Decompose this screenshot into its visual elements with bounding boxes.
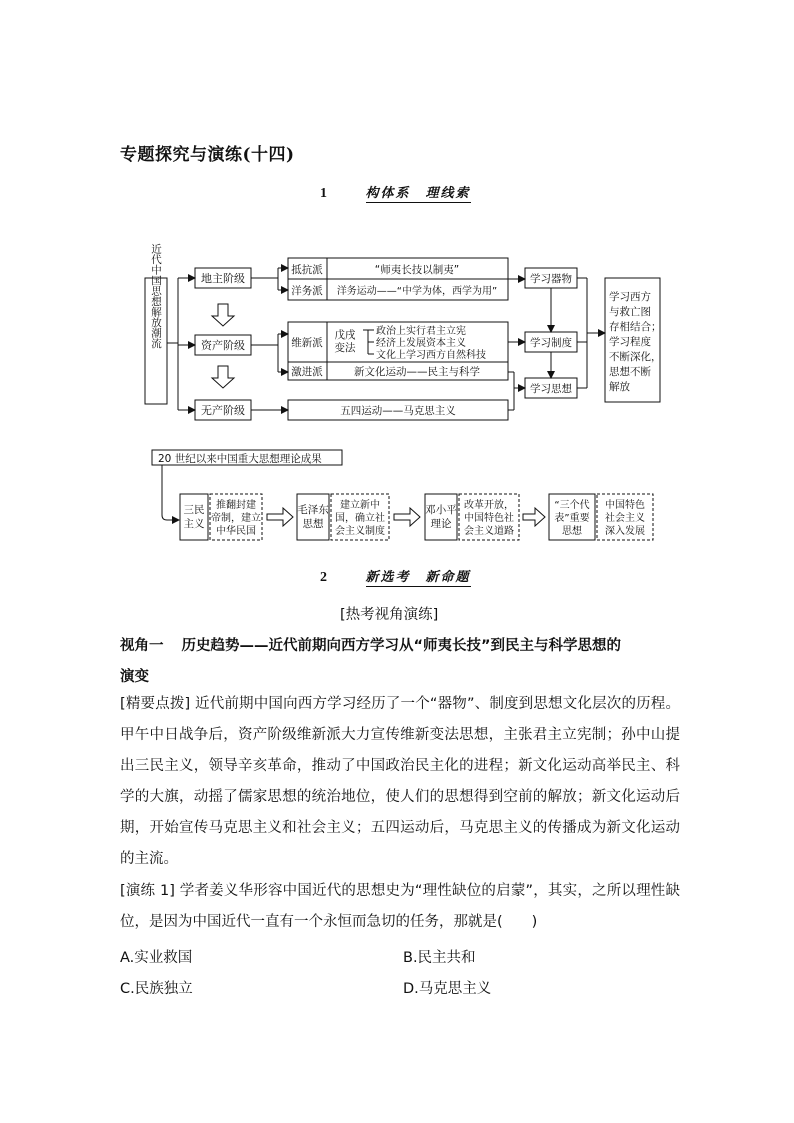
item-3-desc: 中国特色社 bbox=[464, 513, 514, 524]
item-3-name: 邓小平 bbox=[425, 504, 457, 516]
item-1-name: 主义 bbox=[183, 518, 205, 530]
class-bourgeois: 资产阶级 bbox=[201, 339, 245, 352]
conclusion-line: 学习西方 bbox=[609, 291, 651, 303]
angle-1-title-line-1 bbox=[120, 634, 621, 655]
item-3-desc: 会主义道路 bbox=[464, 526, 514, 537]
item-1-desc: 推翻封建 bbox=[216, 500, 256, 511]
option-d[interactable]: D.马克思主义 bbox=[403, 981, 492, 997]
class-landlord: 地主阶级 bbox=[201, 272, 245, 285]
thought-liberation-diagram bbox=[140, 243, 665, 417]
item-4-desc: 中国特色 bbox=[605, 500, 645, 511]
option-a[interactable]: A.实业救国 bbox=[120, 950, 193, 966]
item-4-desc: 社会主义 bbox=[605, 513, 645, 524]
item-4-name: 表”重要 bbox=[554, 513, 590, 524]
exercise-label: [演练 1] bbox=[120, 883, 175, 899]
option-b[interactable]: B.民主共和 bbox=[403, 950, 476, 966]
item-3-name: 理论 bbox=[430, 518, 452, 530]
exercise-text: 学者姜义华形容中国近代的思想史为“理性缺位的启蒙”，其实，之所以理性缺位，是因为中国近代一直有一个永恒而急切的任务，那就是( ) bbox=[120, 883, 681, 930]
section-2-title: 新选考 新命题 bbox=[365, 570, 471, 585]
reform-tag-2: 变法 bbox=[334, 342, 356, 354]
key-points-paragraph bbox=[120, 689, 680, 875]
idea-resist: “师夷长技以制夷” bbox=[374, 264, 460, 276]
key-points-text: 近代前期中国向西方学习经历了一个“器物”、制度到思想文化层次的历程。甲午中日战争后，资产阶级维新派大力宣传维新变法思想，主张君主立宪制；孙中山提出三民主义，领导辛亥革命，推动了中国政治民主化的进程；新文化运动高举民主、科学的大旗，动摇了儒家思想的统治地位，使人们的思想得到空前的解放；新文化运动后期，开始宣传马克思主义和社会主义；五四运动后，马克思主义的传播成为新文化运动的主流。 bbox=[120, 696, 680, 867]
key-points-label: [精要点拨] bbox=[120, 696, 191, 712]
exercise-1-question bbox=[120, 876, 680, 938]
idea-proletariat: 五四运动——马克思主义 bbox=[340, 405, 456, 417]
option-c[interactable]: C.民族独立 bbox=[120, 981, 193, 997]
theory-achievements-diagram bbox=[150, 448, 660, 544]
item-4-name: “三个代 bbox=[554, 500, 590, 511]
section-1-header bbox=[320, 182, 471, 202]
reform-item-2: 经济上发展资本主义 bbox=[376, 338, 466, 349]
conclusion-line: 解放 bbox=[609, 381, 630, 393]
subheading: [热考视角演练] bbox=[340, 607, 439, 623]
faction-resist: 抵抗派 bbox=[291, 264, 323, 276]
idea-yangwu: 洋务运动——“中学为体，西学为用” bbox=[336, 286, 498, 297]
item-2-desc: 建立新中 bbox=[340, 500, 380, 511]
conclusion-line: 存相结合； bbox=[609, 321, 662, 333]
faction-yangwu: 洋务派 bbox=[291, 285, 323, 297]
item-1-name: 三民 bbox=[183, 504, 205, 516]
item-2-desc: 国，确立社 bbox=[335, 513, 385, 524]
idea-radical: 新文化运动——民主与科学 bbox=[354, 366, 480, 378]
item-1-desc: 帝制，建立 bbox=[211, 513, 261, 524]
section-2-header bbox=[320, 566, 471, 586]
section-2-number: 2 bbox=[320, 570, 327, 585]
section-1-title: 构体系 理线索 bbox=[365, 186, 471, 201]
angle-1-title-line-2: 演变 bbox=[120, 669, 149, 685]
item-3-desc: 改革开放， bbox=[464, 500, 514, 511]
class-proletariat: 无产阶级 bbox=[201, 404, 245, 417]
reform-item-3: 文化上学习西方自然科技 bbox=[376, 350, 486, 361]
item-2-name: 毛泽东 bbox=[297, 504, 329, 516]
conclusion-line: 与救亡图 bbox=[609, 306, 651, 318]
item-2-desc: 会主义制度 bbox=[335, 526, 385, 537]
conclusion-line: 不断深化， bbox=[609, 351, 662, 363]
conclusion-line: 思想不断 bbox=[609, 366, 651, 378]
page-title: 专题探究与演练(十四) bbox=[120, 145, 295, 165]
reform-tag-1: 戊戌 bbox=[334, 329, 356, 341]
stage-ideas: 学习思想 bbox=[530, 383, 572, 395]
item-2-name: 思想 bbox=[302, 518, 324, 530]
angle-label: 视角一 bbox=[120, 638, 164, 654]
conclusion-line: 学习程度 bbox=[609, 336, 651, 348]
stage-institutions: 学习制度 bbox=[530, 337, 572, 349]
item-1-desc: 中华民国 bbox=[216, 526, 256, 537]
reform-item-1: 政治上实行君主立宪 bbox=[376, 326, 466, 337]
stage-objects: 学习器物 bbox=[530, 273, 572, 285]
faction-reform: 维新派 bbox=[291, 337, 323, 349]
vertical-label: 近代中国思想解放潮流 bbox=[150, 243, 162, 349]
item-4-desc: 深入发展 bbox=[605, 526, 645, 537]
angle-title: 历史趋势——近代前期向西方学习从“师夷长技”到民主与科学思想的 bbox=[181, 638, 622, 654]
section-1-number: 1 bbox=[320, 186, 327, 201]
diagram2-header: 20 世纪以来中国重大思想理论成果 bbox=[158, 453, 322, 465]
item-4-name: 思想 bbox=[562, 526, 582, 537]
faction-radical: 激进派 bbox=[291, 366, 323, 378]
